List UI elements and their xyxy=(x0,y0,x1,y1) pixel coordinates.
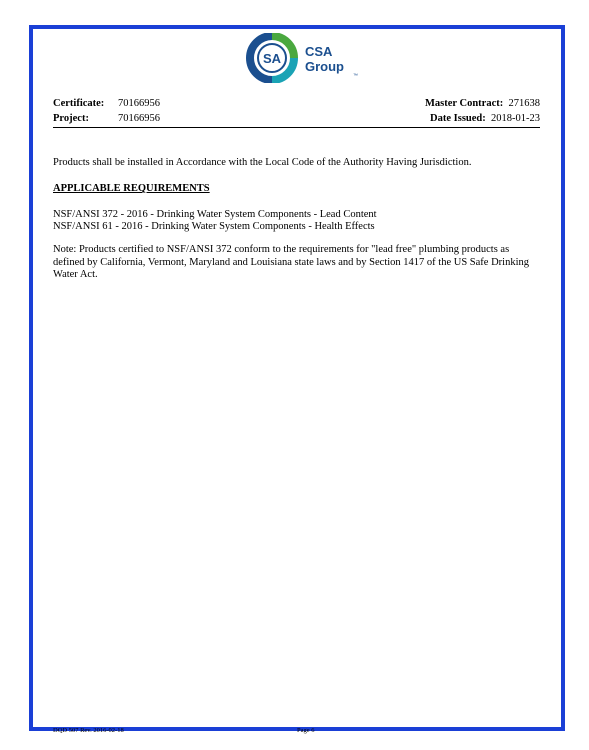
applicable-requirements-heading: APPLICABLE REQUIREMENTS xyxy=(53,183,210,194)
note-paragraph: Note: Products certified to NSF/ANSI 372 conform to the requirements for "lead free" plumbing products as defined by California, Vermont, Maryland and Louisiana state laws and by Section 1417 of the US Safe Drinking Water Act. xyxy=(53,244,529,280)
csa-logo-icon xyxy=(245,33,299,83)
master-contract-label: Master Contract: xyxy=(425,98,504,109)
date-issued-value: 2018-01-23 xyxy=(491,113,540,124)
requirement-item: NSF/ANSI 61 - 2016 - Drinking Water System Components - Health Effects xyxy=(53,221,375,232)
certificate-value: 70166956 xyxy=(118,98,160,109)
installation-statement: Products shall be installed in Accordance with the Local Code of the Authority Having Jurisdiction. xyxy=(53,157,472,168)
project-value: 70166956 xyxy=(118,113,160,124)
svg-text:SA: SA xyxy=(262,51,282,66)
project-label: Project: xyxy=(53,113,89,124)
csa-group-logo xyxy=(245,33,365,85)
logo-wordmark-csa: CSA xyxy=(305,44,333,59)
master-contract-value: 271638 xyxy=(508,98,540,109)
logo-wordmark-group: Group xyxy=(305,59,344,74)
date-issued-label: Date Issued: xyxy=(430,113,486,124)
certificate-label: Certificate: xyxy=(53,98,105,109)
master-contract xyxy=(425,97,540,111)
page-number: Page 6 xyxy=(297,727,315,734)
trademark-mark: ™ xyxy=(353,73,358,79)
header-divider xyxy=(53,127,540,128)
form-revision: DQD 507 Rev. 2016-02-18 xyxy=(53,727,124,734)
date-issued xyxy=(430,112,540,126)
requirement-item: NSF/ANSI 372 - 2016 - Drinking Water System Components - Lead Content xyxy=(53,209,377,220)
page-border xyxy=(29,25,565,731)
